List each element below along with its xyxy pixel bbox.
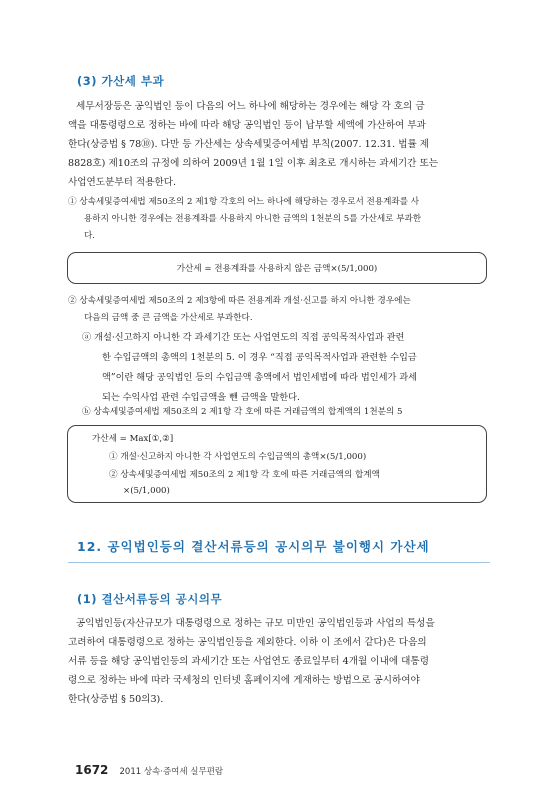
- section-heading-disclosure: (1) 결산서류등의 공시의무: [77, 592, 223, 606]
- formula-text: ② 상속세및증여세법 제50조의 2 제1항 각 호에 따른 거래금액의 합계액: [109, 470, 380, 480]
- formula-text: ① 개설·신고하지 아니한 각 사업연도의 수입금액의 총액×(5/1,000): [109, 452, 367, 462]
- list-item-2: [68, 293, 488, 327]
- text-line: 액”이란 해당 공익법인 등의 수입금액 총액에서 법인세법에 따라 법인세가 과세: [102, 372, 417, 383]
- text-line: 되는 수익사업 관련 수입금액을 뺀 금액을 말한다.: [102, 392, 300, 403]
- page-number: 1672: [75, 763, 109, 777]
- text-line: 고려하여 대통령령으로 정하는 공익법인등을 제외한다. 이하 이 조에서 같다)은 다음의: [68, 637, 427, 648]
- text-line: 다음의 금액 중 큰 금액을 가산세로 부과한다.: [84, 313, 253, 323]
- list-item-2b: [68, 404, 488, 421]
- text-line: 서류 등을 해당 공익법인등의 과세기간 또는 사업연도 종료일부터 4개월 이내에 대통령: [68, 656, 429, 667]
- text-line: 공익법인등(자산규모가 대통령령으로 정하는 규모 미만인 공익법인등과 사업의 특성을: [76, 618, 435, 629]
- paragraph-penalty-intro: [68, 97, 488, 192]
- list-item-2a: [68, 328, 488, 408]
- text-line: 한다(상증법 § 50의3).: [68, 694, 164, 705]
- formula-text: ×(5/1,000): [123, 486, 170, 496]
- text-line: 세무서장등은 공익법인 등이 다음의 어느 하나에 해당하는 경우에는 해당 각 호의 금: [76, 101, 425, 112]
- chapter-heading-12: 12. 공익법인등의 결산서류등의 공시의무 불이행시 가산세: [77, 539, 430, 554]
- paragraph-disclosure: [68, 614, 488, 709]
- text-line: 8828호) 제10조의 규정에 의하여 2009년 1월 1일 이후 최초로 개시하는 과세기간 또는: [68, 158, 439, 169]
- formula-box-account-penalty: [67, 252, 487, 284]
- formula-box-max-penalty: [67, 425, 487, 503]
- text-line: 다.: [84, 231, 96, 241]
- formula-text: 가산세 = 전용계좌를 사용하지 않은 금액×(5/1,000): [176, 264, 378, 274]
- heading-divider: [68, 562, 490, 563]
- text-line: 령으로 정하는 바에 따라 국세청의 인터넷 홈페이지에 게재하는 방법으로 공시하여야: [68, 675, 420, 686]
- section-heading-penalty: (3) 가산세 부과: [77, 74, 165, 88]
- text-line: 한다(상증법 § 78⑩). 다만 등 가산세는 상속세및증여세법 부칙(2007. 12.31. 법률 제: [68, 139, 430, 150]
- text-line: 사업연도분부터 적용한다.: [68, 177, 177, 188]
- text-line: ⓑ 상속세및증여세법 제50조의 2 제1항 각 호에 따른 거래금액의 합계액의 1천분의 5: [82, 407, 403, 417]
- list-item-1: [68, 194, 488, 245]
- text-line: 액을 대통령령으로 정하는 바에 따라 해당 공익법인 등이 납부할 세액에 가산하여 부과: [68, 120, 426, 131]
- text-line: ② 상속세및증여세법 제50조의 2 제3항에 따른 전용계좌 개설·신고를 하지 아니한 경우에는: [68, 296, 411, 306]
- formula-text: 가산세 = Max[①,②]: [92, 434, 174, 444]
- text-line: 한 수입금액의 총액의 1천분의 5. 이 경우 “직접 공익목적사업과 관련한 수입금: [102, 352, 417, 363]
- page-footer: [75, 759, 223, 778]
- text-line: ⓐ 개설·신고하지 아니한 각 과세기간 또는 사업연도의 직접 공익목적사업과 관련: [82, 332, 405, 343]
- text-line: ① 상속세및증여세법 제50조의 2 제1항 각호의 어느 하나에 해당하는 경우로서 전용계좌를 사: [68, 197, 420, 207]
- text-line: 용하지 아니한 경우에는 전용계좌를 사용하지 아니한 금액의 1천분의 5를 가산세로 부과한: [84, 214, 422, 224]
- book-title: 2011 상속·증여세 실무편람: [119, 767, 224, 777]
